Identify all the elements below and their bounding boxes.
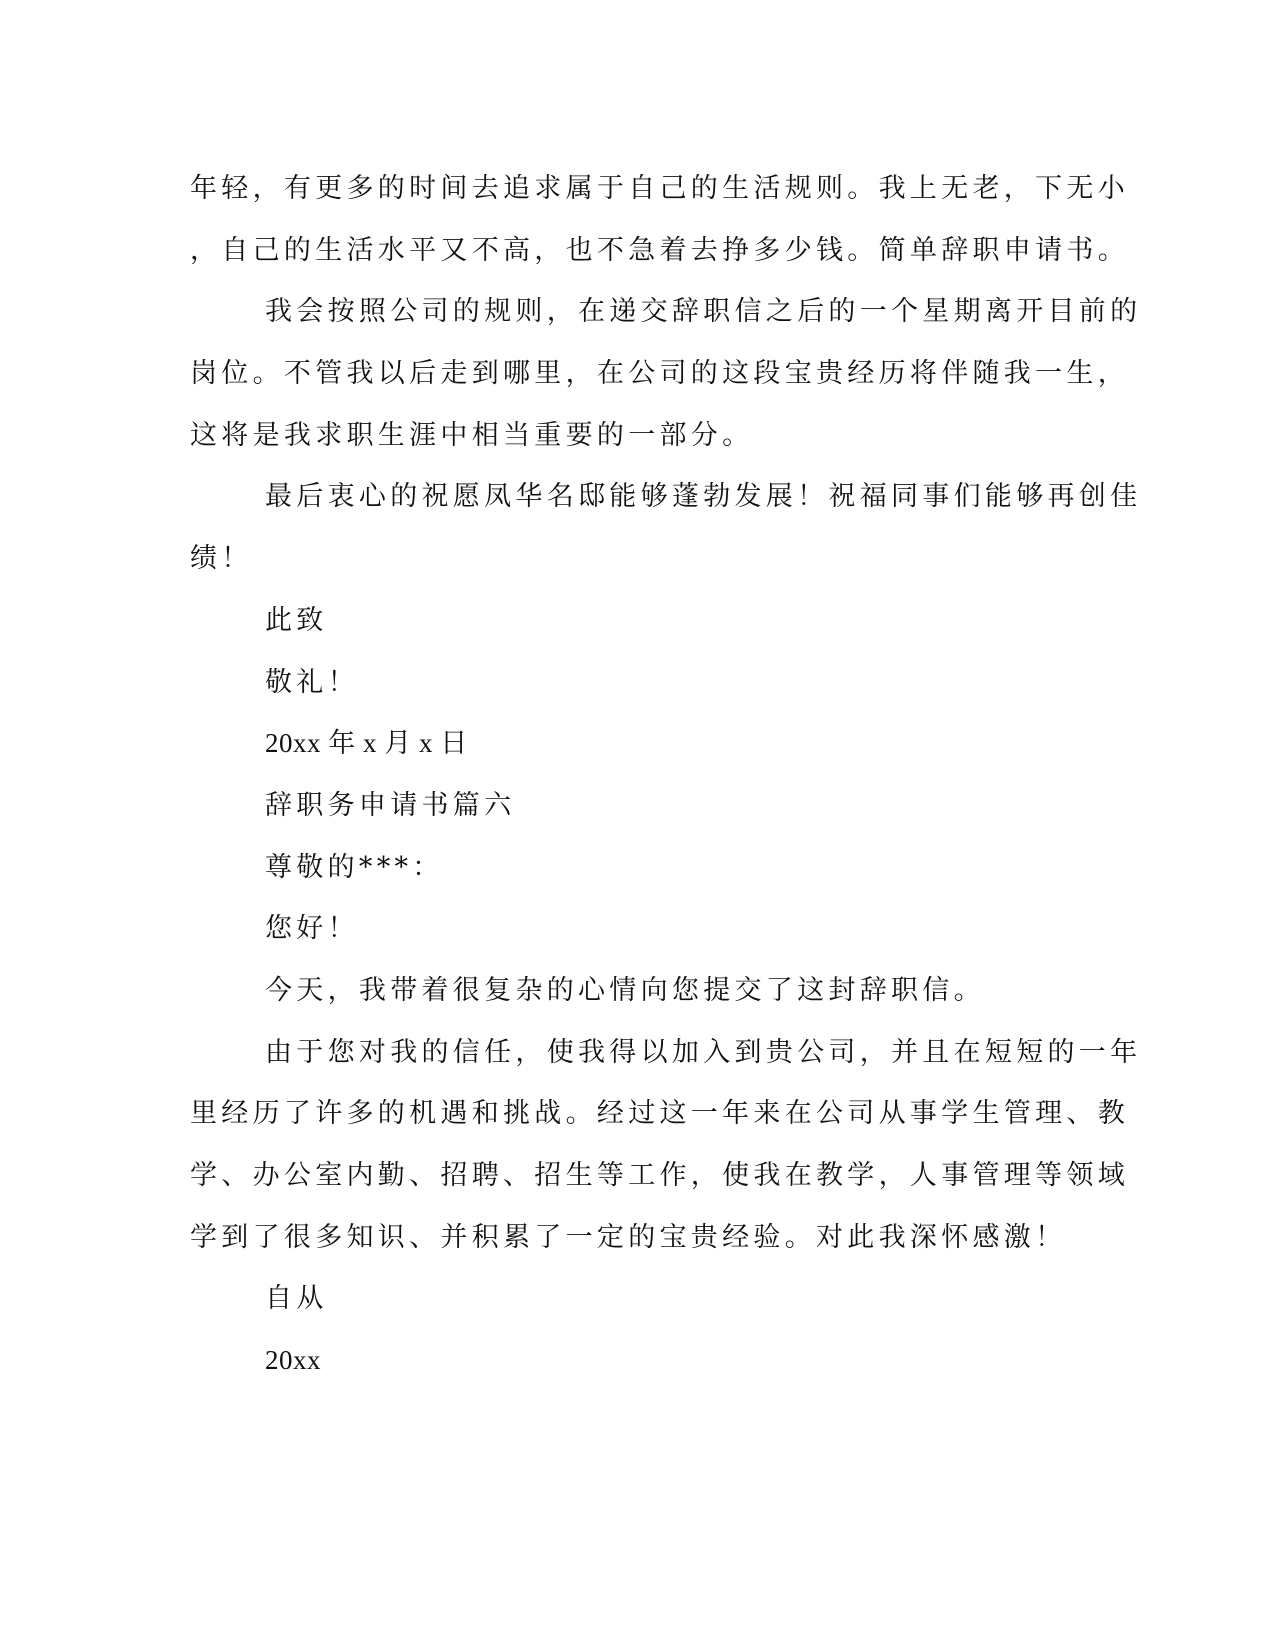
recipient-greeting: 尊敬的***： [265, 851, 444, 883]
text-line: 年轻，有更多的时间去追求属于自己的生活规则。我上无老，下无小 [190, 173, 1129, 204]
text-line: 里经历了许多的机遇和挑战。经过这一年来在公司从事学生管理、教 [190, 1098, 1129, 1130]
text-line: 岗位。不管我以后走到哪里，在公司的这段宝贵经历将伴随我一生， [190, 358, 1129, 390]
paragraph-start: 自从 [265, 1283, 328, 1315]
text-line: 这将是我求职生涯中相当重要的一部分。 [190, 419, 754, 451]
text-line: 学、办公室内勤、招聘、招生等工作，使我在教学，人事管理等领域 [190, 1160, 1129, 1191]
text-line: 学到了很多知识、并积累了一定的宝贵经验。对此我深怀感激！ [190, 1221, 1067, 1253]
paragraph-start: 今天，我带着很复杂的心情向您提交了这封辞职信。 [265, 974, 985, 1006]
closing-phrase: 此致 [265, 604, 328, 636]
paragraph-start: 由于您对我的信任，使我得以加入到贵公司，并且在短短的一年 [265, 1036, 1142, 1068]
text-line: 20xx [265, 1345, 321, 1376]
text-line: ，自己的生活水平又不高，也不急着去挣多少钱。简单辞职申请书。 [190, 234, 1129, 266]
salutation-closing: 敬礼！ [265, 666, 359, 698]
text-line: 绩！ [190, 543, 253, 575]
document-body [190, 158, 1142, 1392]
greeting: 您好！ [265, 913, 359, 945]
paragraph-start: 最后衷心的祝愿凤华名邸能够蓬勃发展！祝福同事们能够再创佳 [265, 481, 1142, 513]
letter-date: 20xx 年 x 月 x 日 [265, 728, 468, 759]
section-title: 辞职务申请书篇六 [265, 789, 516, 821]
paragraph-start: 我会按照公司的规则，在递交辞职信之后的一个星期离开目前的 [265, 296, 1142, 328]
